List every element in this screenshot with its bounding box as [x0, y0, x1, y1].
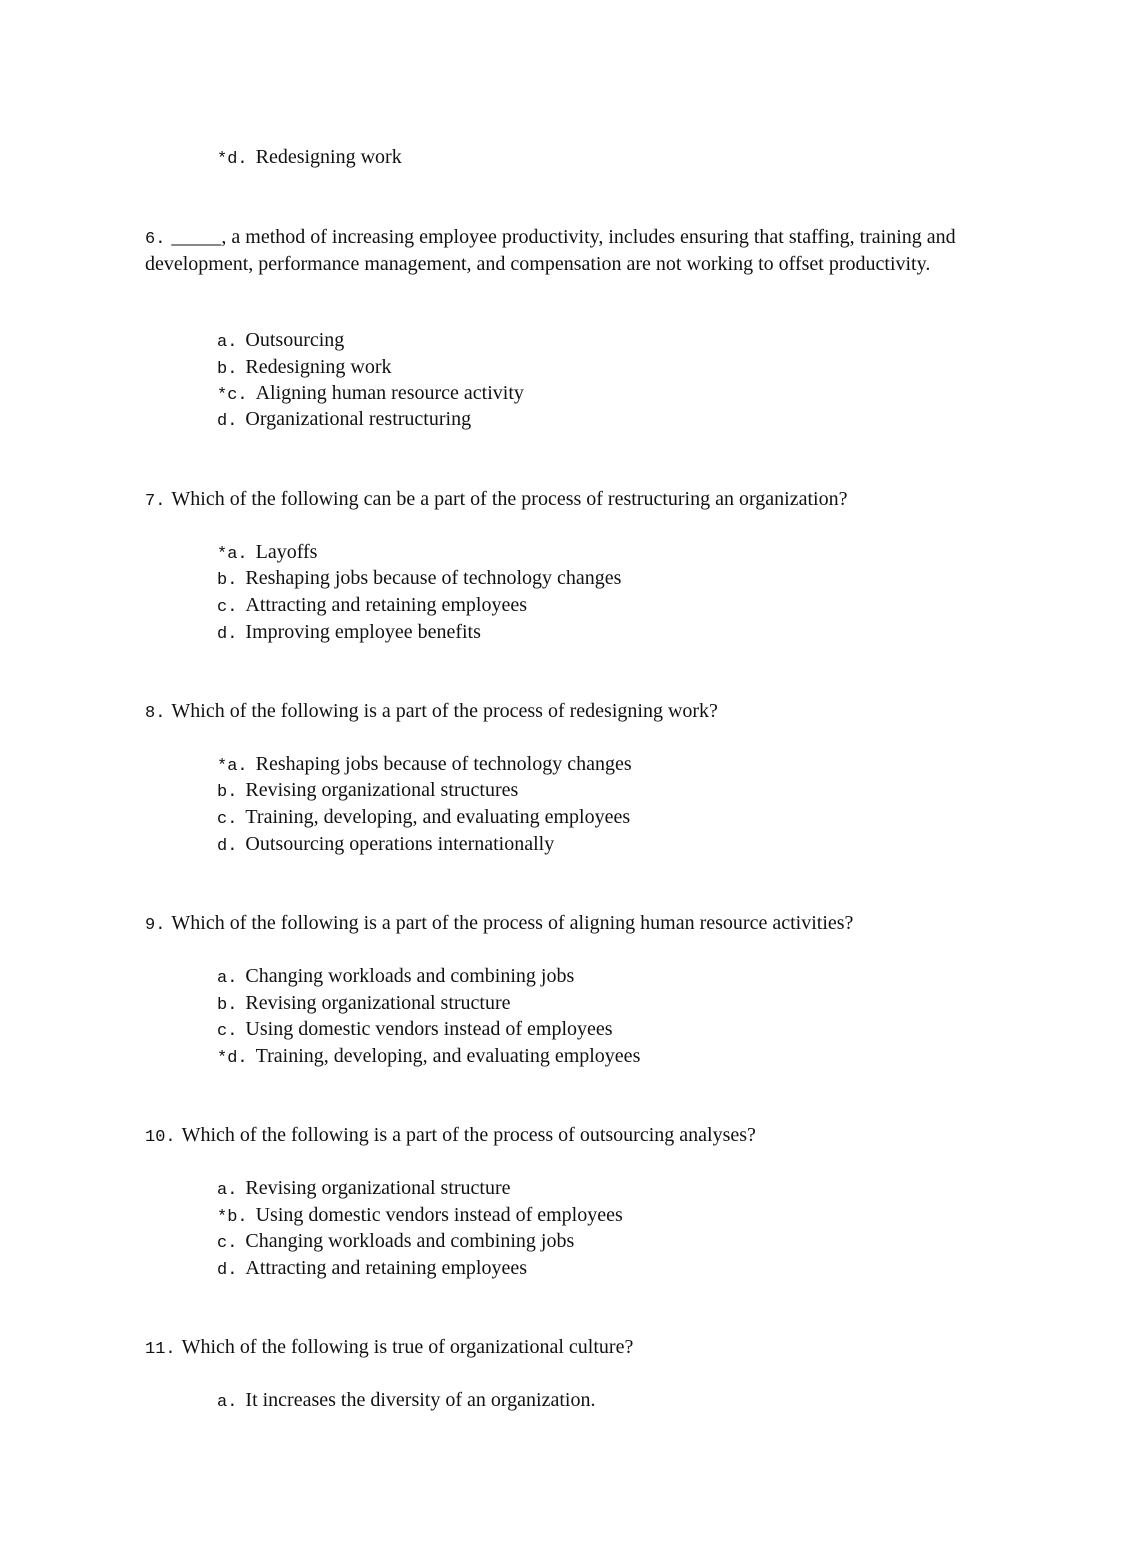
option-letter: c. — [217, 1234, 238, 1253]
question-number: 6. — [145, 230, 166, 249]
option-text: Attracting and retaining employees — [245, 594, 527, 616]
option-letter: *c. — [217, 386, 248, 405]
option-text: Training, developing, and evaluating employees — [255, 1045, 641, 1067]
option-letter: *d. — [217, 150, 248, 169]
option-letter: *b. — [217, 1208, 248, 1227]
question-text: Which of the following is a part of the process of outsourcing analyses? — [181, 1124, 756, 1146]
option-text: Changing workloads and combining jobs — [245, 1230, 575, 1252]
option-text: Changing workloads and combining jobs — [245, 965, 575, 987]
option-9b — [217, 991, 511, 1018]
option-text: Redesigning work — [255, 146, 402, 168]
option-7c — [217, 593, 527, 620]
option-6c — [217, 381, 524, 408]
option-letter: b. — [217, 360, 238, 379]
option-10b — [217, 1203, 623, 1230]
option-letter: c. — [217, 598, 238, 617]
question-number: 8. — [145, 704, 166, 723]
option-7d — [217, 620, 481, 647]
question-text: Which of the following is a part of the process of aligning human resource activities? — [171, 912, 854, 934]
carryover-option — [217, 145, 402, 172]
option-10d — [217, 1256, 527, 1283]
option-letter: b. — [217, 571, 238, 590]
option-letter: a. — [217, 333, 238, 352]
option-text: It increases the diversity of an organization. — [245, 1389, 596, 1411]
question-7 — [145, 487, 1025, 514]
option-8b — [217, 778, 518, 805]
option-letter: *a. — [217, 757, 248, 776]
option-text: Reshaping jobs because of technology changes — [245, 567, 622, 589]
question-6 — [145, 225, 1025, 277]
option-text: Revising organizational structures — [245, 779, 519, 801]
question-number: 9. — [145, 916, 166, 935]
question-text: Which of the following is true of organizational culture? — [181, 1336, 634, 1358]
option-letter: a. — [217, 969, 238, 988]
option-letter: c. — [217, 1022, 238, 1041]
option-text: Redesigning work — [245, 356, 392, 378]
option-text: Using domestic vendors instead of employees — [245, 1018, 613, 1040]
question-11 — [145, 1335, 1025, 1362]
option-text: Organizational restructuring — [245, 408, 472, 430]
option-text: Training, developing, and evaluating employees — [245, 806, 631, 828]
option-letter: b. — [217, 783, 238, 802]
option-7b — [217, 566, 621, 593]
option-text: Reshaping jobs because of technology changes — [255, 753, 632, 775]
option-letter: d. — [217, 412, 238, 431]
option-9d — [217, 1044, 640, 1071]
option-text: Layoffs — [255, 541, 318, 563]
option-text: Outsourcing — [245, 329, 345, 351]
question-number: 7. — [145, 492, 166, 511]
question-number: 11. — [145, 1340, 176, 1359]
option-text: Using domestic vendors instead of employees — [255, 1204, 623, 1226]
option-letter: d. — [217, 625, 238, 644]
option-10a — [217, 1176, 511, 1203]
option-text: Outsourcing operations internationally — [245, 833, 555, 855]
option-text: Aligning human resource activity — [255, 382, 524, 404]
question-10 — [145, 1123, 1025, 1150]
option-letter: d. — [217, 837, 238, 856]
option-text: Attracting and retaining employees — [245, 1257, 527, 1279]
option-8a — [217, 752, 632, 779]
option-11a — [217, 1388, 595, 1415]
option-8d — [217, 832, 554, 859]
option-7a — [217, 540, 317, 567]
option-letter: d. — [217, 1261, 238, 1280]
option-letter: b. — [217, 996, 238, 1015]
option-letter: c. — [217, 810, 238, 829]
option-text: Improving employee benefits — [245, 621, 481, 643]
option-text: Revising organizational structure — [245, 1177, 511, 1199]
option-text: Revising organizational structure — [245, 992, 511, 1014]
option-8c — [217, 805, 630, 832]
option-letter: *a. — [217, 545, 248, 564]
option-letter: a. — [217, 1393, 238, 1412]
option-6d — [217, 407, 471, 434]
option-6b — [217, 355, 392, 382]
question-text: Which of the following is a part of the process of redesigning work? — [171, 700, 718, 722]
option-6a — [217, 328, 344, 355]
question-text: _____, a method of increasing employee productivity, includes ensuring that staffing, training and development, performance management, and compensation are not working to offset productivity. — [145, 226, 956, 275]
question-9 — [145, 911, 1025, 938]
option-9c — [217, 1017, 613, 1044]
question-text: Which of the following can be a part of the process of restructuring an organization? — [171, 488, 848, 510]
option-letter: *d. — [217, 1049, 248, 1068]
option-letter: a. — [217, 1181, 238, 1200]
option-9a — [217, 964, 574, 991]
question-8 — [145, 699, 1025, 726]
option-10c — [217, 1229, 574, 1256]
question-number: 10. — [145, 1128, 176, 1147]
